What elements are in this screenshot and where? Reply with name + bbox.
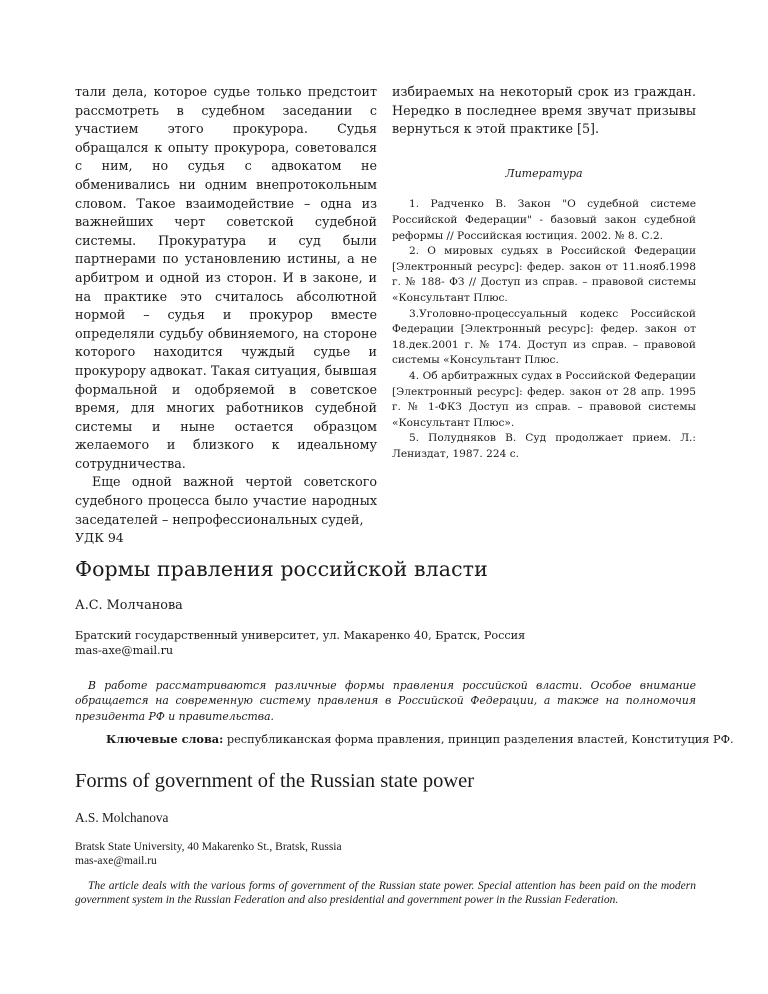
reference-item: 2. О мировых судьях в Российской Федерации [Электронный ресурс]: федер. закон от 11.нояб.1998 г. № 188- ФЗ // Доступ из справ. – правовой системы «Консультант Плюс. bbox=[392, 245, 696, 304]
keywords-text: республиканская форма правления, принцип разделения властей, Конституция РФ. bbox=[223, 733, 734, 746]
abstract-en: The article deals with the various forms of government of the Russian state power. Special attention has been paid on the modern government system in the Russian Federation and also presidential and government power in the Russian Federation. bbox=[75, 880, 696, 907]
affiliation-block-en bbox=[75, 840, 342, 868]
reference-item: 3.Уголовно-процессуальный кодекс Российской Федерации [Электронный ресурс]: федер. закон от 18.дек.2001 г. № 174. Доступ из справ. – правовой системы «Консультант Плюс. bbox=[392, 307, 696, 367]
article-title-en: Forms of government of the Russian state power bbox=[75, 770, 475, 792]
abstract-ru: В работе рассматриваются различные формы правления российской власти. Особое внимание обращается на современную систему правления в Российской Федерации, а также на полномочия президента РФ и правительства. bbox=[75, 679, 696, 723]
body-paragraph: избираемых на некоторый срок из граждан. Нередко в последнее время звучат призывы вернуться к этой практике [5]. bbox=[392, 84, 696, 137]
reference-item: 5. Полудняков В. Суд продолжает прием. Л.: Лениздат, 1987. 224 с. bbox=[392, 432, 696, 460]
affiliation-ru: Братский государственный университет, ул. Макаренко 40, Братск, Россия bbox=[75, 629, 526, 642]
reference-item: 1. Радченко В. Закон "О судебной системе Российской Федерации" - базовый закон судебной реформы // Российская юстиция. 2002. № 8. С.2. bbox=[392, 198, 696, 242]
article-title-ru: Формы правления российской власти bbox=[75, 557, 488, 581]
keywords-ru bbox=[106, 732, 734, 746]
udk-code: УДК 94 bbox=[75, 530, 124, 545]
reference-item: 4. Об арбитражных судах в Российской Федерации [Электронный ресурс]: федер. закон от 28 апр. 1995 г. № 1-ФКЗ Доступ из справ. – правовой системы «Консультант Плюс». bbox=[392, 369, 696, 429]
author-en: A.S. Molchanova bbox=[75, 810, 169, 825]
right-text-column bbox=[392, 83, 696, 462]
reference-list bbox=[392, 197, 696, 462]
body-paragraph: Еще одной важной чертой советского судебного процесса было участие народных заседателей – непрофессиональных судей, bbox=[75, 474, 377, 527]
keywords-label: Ключевые слова: bbox=[106, 732, 224, 746]
email-en: mas-axe@mail.ru bbox=[75, 855, 157, 867]
author-ru: А.С. Молчанова bbox=[75, 598, 183, 613]
left-text-column bbox=[75, 83, 377, 529]
affiliation-en: Bratsk State University, 40 Makarenko St., Bratsk, Russia bbox=[75, 841, 342, 853]
literature-heading: Литература bbox=[505, 166, 583, 180]
body-paragraph: тали дела, которое судье только предстоит рассмотреть в судебном заседании с участием этого прокурора. Судья обращался к опыту прокурора, советовался с ним, но судья с адвокатом не обменивались ни одним внепротокольным словом. Такое взаимодействие – одна из важнейших черт советской судебной системы. Прокуратура и суд были партнерами по установлению истины, а не арбитром и одной из сторон. И в законе, и на практике это считалось абсолютной нормой – судья и прокурор вместе определяли судьбу обвиняемого, на стороне которого находится чуждый судье и прокурору адвокат. Такая ситуация, бывшая формальной и одобряемой в советское время, для многих работников судебной системы и ныне остается образцом желаемого и близкого к идеальному сотрудничества. bbox=[75, 84, 377, 471]
email-ru: mas-axe@mail.ru bbox=[75, 644, 174, 657]
affiliation-block-ru bbox=[75, 628, 525, 658]
